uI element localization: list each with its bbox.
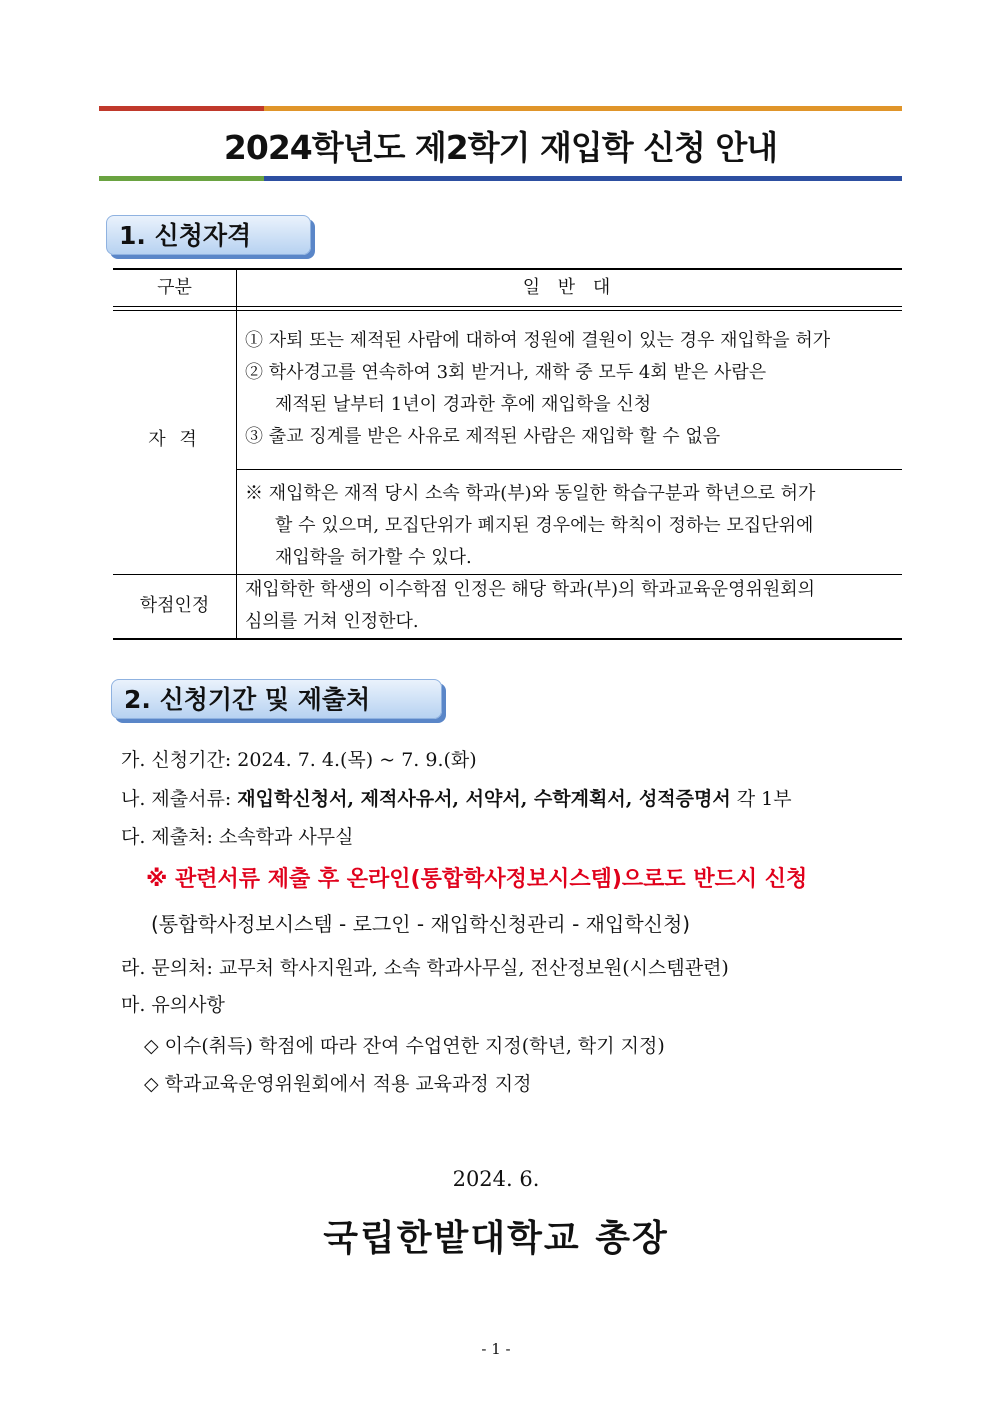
cautions-label: 마. 유의사항	[121, 994, 225, 1016]
caution-item-1: ◇ 이수(취득) 학점에 따라 잔여 수업연한 지정(학년, 학기 지정)	[144, 1035, 665, 1057]
header-category: 구분	[157, 277, 192, 298]
section1-heading: 1. 신청자격	[106, 215, 311, 255]
submission-place: 다. 제출처: 소속학과 사무실	[121, 826, 354, 848]
credit-text-line-1: 재입학한 학생의 이수학점 인정은 해당 학과(부)의 학과교육운영위원회의	[245, 579, 816, 600]
bottom-color-bar	[99, 176, 902, 181]
row-label-eligibility: 자 격	[148, 429, 201, 450]
header-general: 일 반 대	[522, 277, 617, 298]
page-title: 2024학년도 제2학기 재입학 신청 안내	[223, 128, 778, 167]
online-notice-path: (통합학사정보시스템 - 로그인 - 재입학신청관리 - 재입학신청)	[151, 912, 691, 936]
row-label-credit: 학점인정	[139, 595, 210, 616]
eligibility-item-2-cont: 제적된 날부터 1년이 경과한 후에 재입학을 신청	[275, 394, 652, 415]
required-documents: 나. 제출서류: 재입학신청서, 제적사유서, 서약서, 수학계획서, 성적증명서 각 1부	[121, 788, 792, 810]
page-number: - 1 -	[481, 1340, 511, 1358]
eligibility-note-line-3: 재입학을 허가할 수 있다.	[275, 547, 472, 568]
eligibility-table	[113, 268, 902, 640]
eligibility-item-2: ② 학사경고를 연속하여 3회 받거나, 재학 중 모두 4회 받은 사람은	[245, 362, 767, 383]
required-documents-list: 재입학신청서, 제적사유서, 서약서, 수학계획서, 성적증명서	[237, 788, 731, 810]
eligibility-note-line-1: ※ 재입학은 재적 당시 소속 학과(부)와 동일한 학습구분과 학년으로 허가	[245, 483, 816, 504]
eligibility-item-3: ③ 출교 징계를 받은 사유로 제적된 사람은 재입학 할 수 없음	[245, 426, 721, 447]
application-period: 가. 신청기간: 2024. 7. 4.(목) ~ 7. 9.(화)	[121, 749, 477, 771]
signature: 국립한밭대학교 총장	[323, 1217, 669, 1259]
eligibility-item-1: ① 자퇴 또는 제적된 사람에 대하여 정원에 결원이 있는 경우 재입학을 허가	[245, 330, 831, 351]
issue-date: 2024. 6.	[452, 1167, 540, 1191]
credit-text-line-2: 심의를 거쳐 인정한다.	[245, 611, 419, 632]
contact-info: 라. 문의처: 교무처 학사지원과, 소속 학과사무실, 전산정보원(시스템관련)	[121, 957, 729, 979]
caution-item-2: ◇ 학과교육운영위원회에서 적용 교육과정 지정	[144, 1073, 532, 1095]
top-color-bar	[99, 106, 902, 111]
section2-heading: 2. 신청기간 및 제출처	[111, 679, 442, 719]
online-notice: ※ 관련서류 제출 후 온라인(통합학사정보시스템)으로도 반드시 신청	[146, 867, 808, 892]
eligibility-note-line-2: 할 수 있으며, 모집단위가 폐지된 경우에는 학칙이 정하는 모집단위에	[275, 515, 814, 536]
